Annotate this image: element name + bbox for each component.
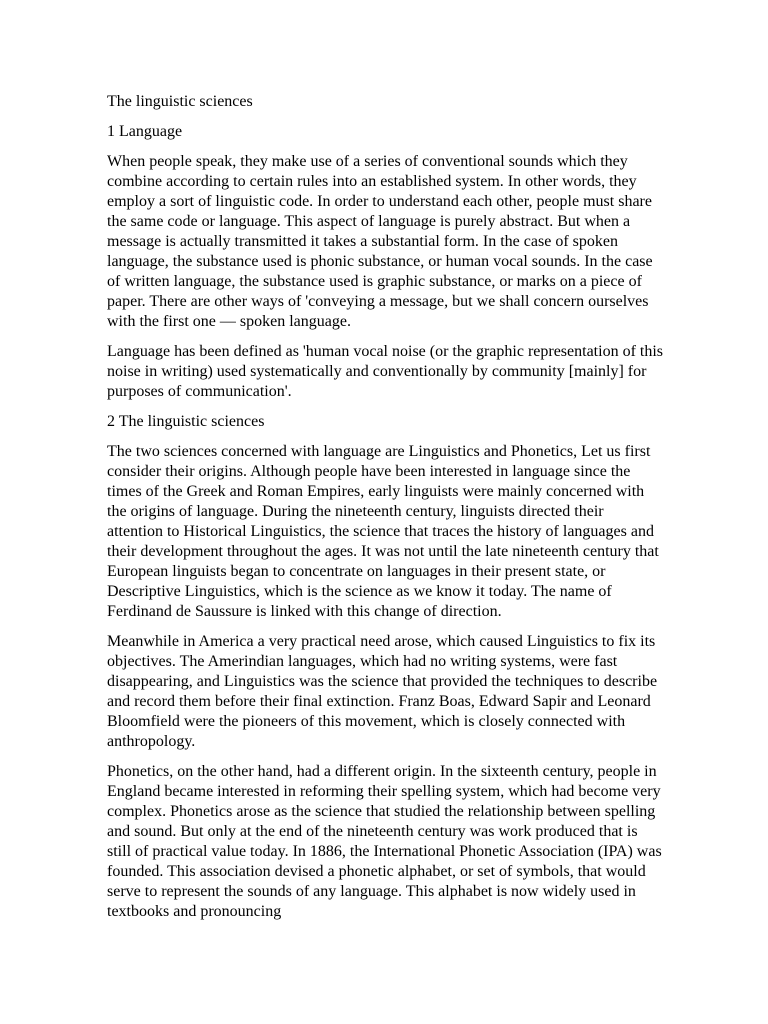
paragraph: When people speak, they make use of a series of conventional sounds which they combine according to certain rules into an established system. In other words, they employ a sort of linguistic code. In order to understand each other, people must share the same code or language. This aspect of language is purely abstract. But when a message is actually transmitted it takes a substantial form. In the case of spoken language, the substance used is phonic substance, or human vocal sounds. In the case of written language, the substance used is graphic substance, or marks on a piece of paper. There are other ways of 'conveying a message, but we shall concern ourselves with the first one — spoken language. <box>107 153 653 330</box>
section-heading-language: 1 Language <box>107 123 183 140</box>
paragraph: Phonetics, on the other hand, had a different origin. In the sixteenth century, people in England became interested in reforming their spelling system, which had become very complex. Phonetics arose as the science that studied the relationship between spelling and sound. But only at the end of the nineteenth century was work produced that is still of practical value today. In 1886, the International Phonetic Association (IPA) was founded. This association devised a phonetic alphabet, or set of symbols, that would serve to represent the sounds of any language. This alphabet is now widely used in textbooks and pronouncing <box>107 763 662 920</box>
paragraph: Meanwhile in America a very practical need arose, which caused Linguistics to fix its objectives. The Amerindian languages, which had no writing systems, were fast disappearing, and Linguistics was the science that provided the techniques to describe and record them before their final extinction. Franz Boas, Edward Sapir and Leonard Bloomfield were the pioneers of this movement, which is closely connected with anthropology. <box>107 633 658 750</box>
paragraph: Language has been defined as 'human vocal noise (or the graphic representation of this noise in writing) used systematically and conventionally by community [mainly] for purposes of communication'. <box>107 343 664 400</box>
document-page <box>107 88 663 932</box>
section-heading-linguistic-sciences: 2 The linguistic sciences <box>107 413 265 430</box>
document-title: The linguistic sciences <box>107 93 253 110</box>
paragraph: The two sciences concerned with language are Linguistics and Phonetics, Let us first consider their origins. Although people have been interested in language since the times of the Greek and Roman Empires, early linguists were mainly concerned with the origins of language. During the nineteenth century, linguists directed their attention to Historical Linguistics, the science that traces the history of languages and their development throughout the ages. It was not until the late nineteenth century that European linguists began to concentrate on languages in their present state, or Descriptive Linguistics, which is the science as we know it today. The name of Ferdinand de Saussure is linked with this change of direction. <box>107 443 659 620</box>
